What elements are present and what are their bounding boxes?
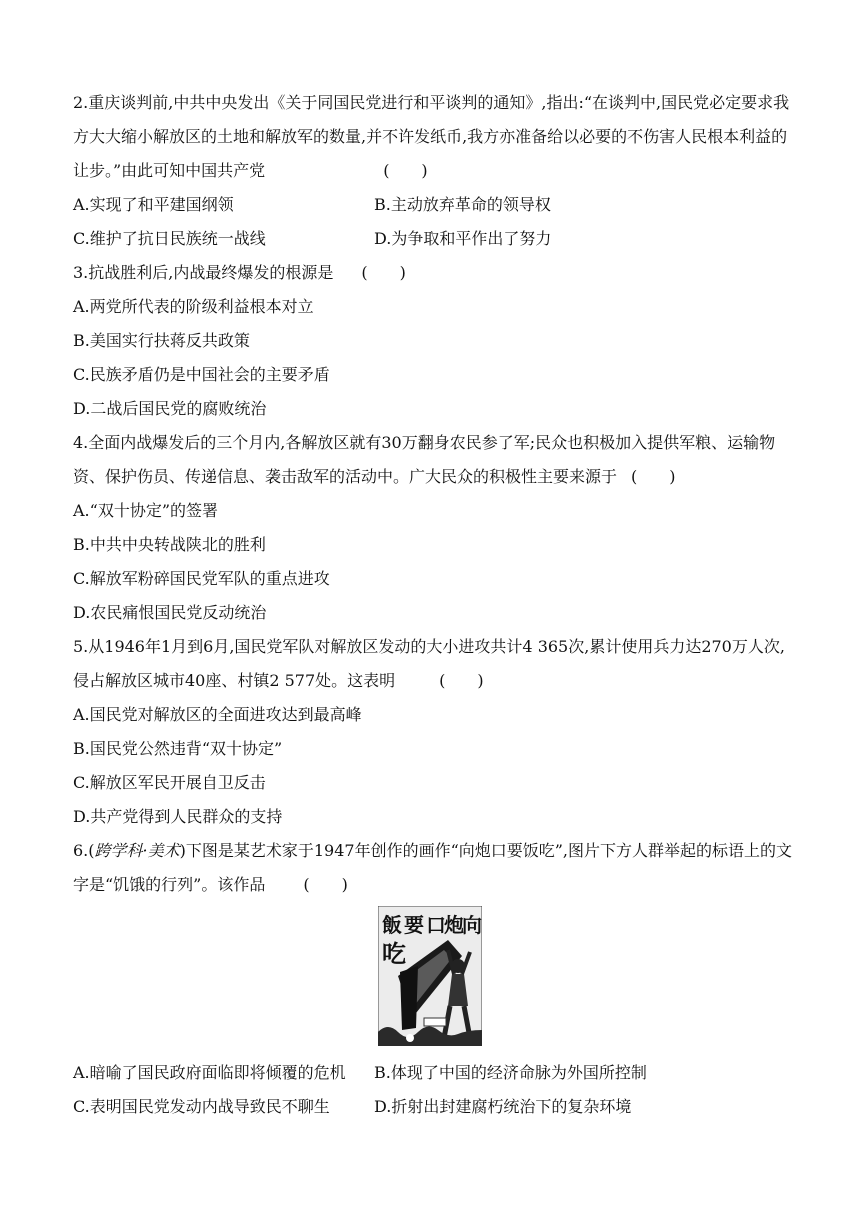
question-2-option-b[interactable]: B.主动放弃革命的领导权 (374, 195, 551, 214)
question-6-option-d[interactable]: D.折射出封建腐朽统治下的复杂环境 (374, 1097, 632, 1116)
question-5-stem (73, 630, 793, 698)
question-2-option-d[interactable]: D.为争取和平作出了努力 (374, 229, 552, 248)
question-4-option-d[interactable]: D.农民痛恨国民党反动统治 (73, 603, 267, 622)
question-3-option-d[interactable]: D.二战后国民党的腐败统治 (73, 399, 267, 418)
question-5-option-a[interactable]: A.国民党对解放区的全面进攻达到最高峰 (73, 705, 362, 724)
question-5-text: 5.从1946年1月到6月,国民党军队对解放区发动的大小进攻共计4 365次,累计使用兵力达270万人次,侵占解放区城市40座、村镇2 577处。这表明 (73, 637, 785, 690)
question-4-text: 4.全面内战爆发后的三个月内,各解放区就有30万翻身农民参了军;民众也积极加入提供军粮、运输物资、保护伤员、传递信息、袭击敌军的活动中。广大民众的积极性主要来源于 (73, 433, 776, 486)
poster-char-xiang: 向 (462, 913, 482, 937)
answer-blank: ( ) (383, 161, 428, 180)
answer-blank: ( ) (361, 263, 406, 282)
question-4-option-a[interactable]: A.“双十协定”的签署 (73, 501, 219, 520)
question-6-number: 6.( (73, 841, 95, 860)
question-3-option-a[interactable]: A.两党所代表的阶级利益根本对立 (73, 297, 314, 316)
answer-blank: ( ) (439, 671, 484, 690)
question-5-option-d[interactable]: D.共产党得到人民群众的支持 (73, 807, 283, 826)
question-4-option-b[interactable]: B.中共中央转战陕北的胜利 (73, 535, 266, 554)
question-2-option-a[interactable]: A.实现了和平建国纲领 (73, 195, 234, 214)
question-6-option-c[interactable]: C.表明国民党发动内战导致民不聊生 (73, 1097, 330, 1116)
poster-char-pao: 炮 (444, 913, 464, 937)
question-6-text: )下图是某艺术家于1947年创作的画作“向炮口要饭吃”,图片下方人群举起的标语上的文字是“饥饿的行列”。该作品 (73, 841, 793, 894)
question-3-text: 3.抗战胜利后,内战最终爆发的根源是 (73, 263, 334, 282)
poster-char-fan: 飯 (382, 913, 402, 937)
question-3-option-b[interactable]: B.美国实行扶蒋反共政策 (73, 331, 250, 350)
question-2-option-c[interactable]: C.维护了抗日民族统一战线 (73, 229, 266, 248)
question-4-option-c[interactable]: C.解放军粉碎国民党军队的重点进攻 (73, 569, 330, 588)
poster-char-yao: 要 (404, 913, 424, 937)
question-6-option-a[interactable]: A.暗喻了国民政府面临即将倾覆的危机 (73, 1063, 346, 1082)
question-2-text: 2.重庆谈判前,中共中央发出《关于同国民党进行和平谈判的通知》,指出:“在谈判中,国民党必定要求我方大大缩小解放区的土地和解放军的数量,并不许发纸币,我方亦准备给以必要的不伤害人民根本利益的让步。”由此可知中国共产党 (73, 93, 790, 180)
question-4-stem (73, 426, 793, 494)
poster-image (378, 906, 482, 1046)
answer-blank: ( ) (303, 875, 348, 894)
question-5-option-c[interactable]: C.解放区军民开展自卫反击 (73, 773, 266, 792)
poster-char-chi: 吃 (382, 940, 406, 968)
question-3-option-c[interactable]: C.民族矛盾仍是中国社会的主要矛盾 (73, 365, 330, 384)
answer-blank: ( ) (631, 467, 676, 486)
poster-illustration (378, 906, 482, 1046)
question-3-stem (73, 256, 793, 290)
poster-char-kou: 口 (426, 913, 446, 937)
question-2-stem (73, 86, 793, 188)
question-6-option-b[interactable]: B.体现了中国的经济命脉为外国所控制 (374, 1063, 647, 1082)
question-6-stem (73, 834, 793, 902)
question-5-option-b[interactable]: B.国民党公然违背“双十协定” (73, 739, 283, 758)
question-6-subject-tag: 跨学科·美术 (94, 841, 180, 860)
